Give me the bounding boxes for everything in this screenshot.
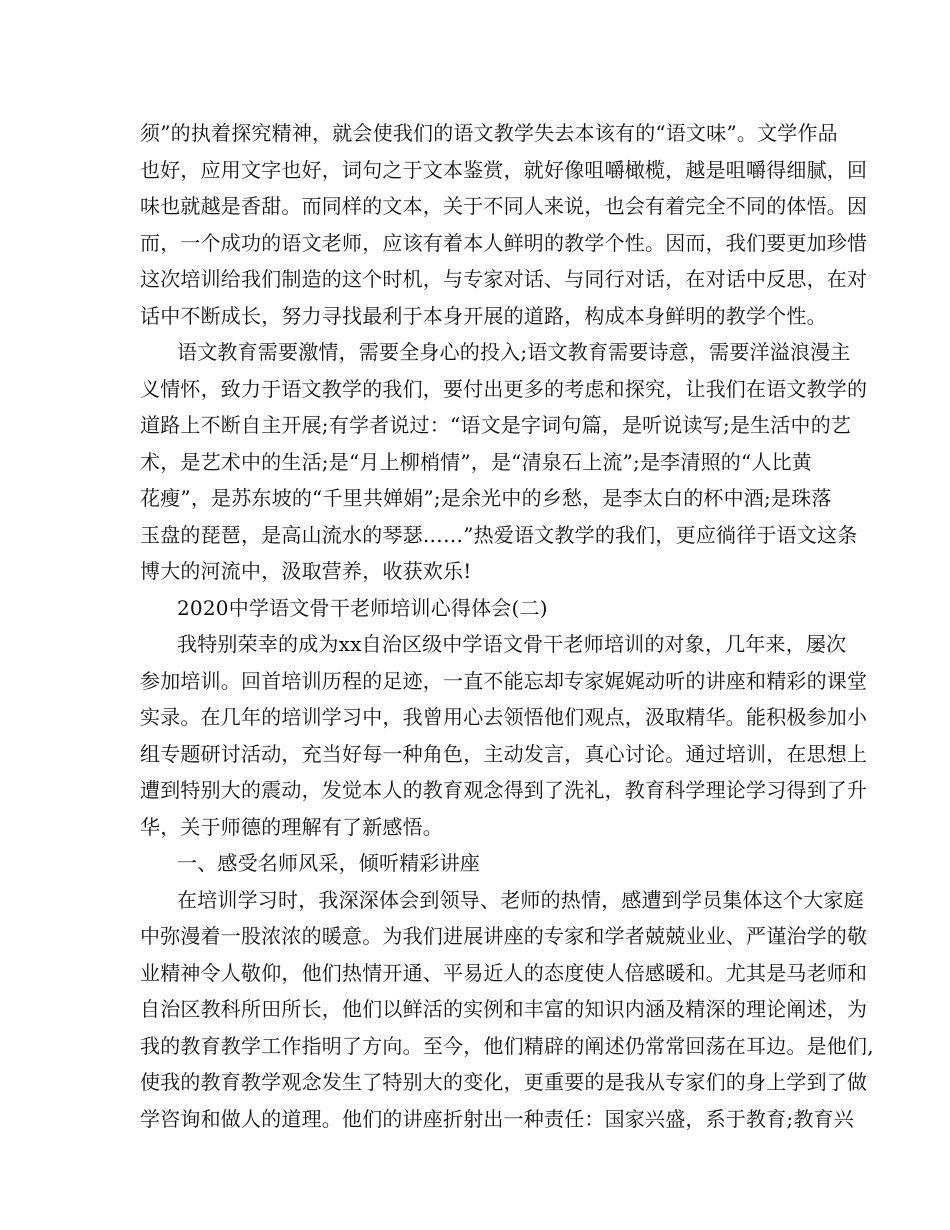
text-line: 义情怀，致力于语文教学的我们，要付出更多的考虑和探究，让我们在语文教学的 [140, 376, 868, 401]
text-line: 在培训学习时，我深深体会到领导、老师的热情，感遭到学员集体这个大家庭 [177, 887, 864, 912]
text-line: 我的教育教学工作指明了方向。至今，他们精辟的阐述仍常常回荡在耳边。是他们, [140, 1033, 874, 1058]
text-line: 一、感受名师风采，倾听精彩讲座 [177, 851, 480, 875]
text-line: 须”的执着探究精神，就会使我们的语文教学失去本该有的“语文味”。文学作品 [140, 121, 838, 145]
text-line: 话中不断成长，努力寻找最利于本身开展的道路，构成本身鲜明的教学个性。 [140, 303, 827, 328]
text-line: 语文教育需要激情，需要全身心的投入;语文教育需要诗意，需要洋溢浪漫主 [177, 340, 851, 364]
text-line: 玉盘的琵琶，是高山流水的琴瑟……”热爱语文教学的我们，更应徜徉于语文这条 [140, 522, 858, 547]
text-line: 我特别荣幸的成为xx自治区级中学语文骨干老师培训的对象，几年来，屡次 [177, 632, 847, 656]
text-line: 实录。在几年的培训学习中，我曾用心去领悟他们观点，汲取精华。能积极参加小 [140, 705, 868, 729]
text-line: 花瘦”，是苏东坡的“千里共婵娟”;是余光中的乡愁，是李太白的杯中酒;是珠落 [140, 486, 832, 510]
text-line: 自治区教科所田所长，他们以鲜活的实例和丰富的知识内涵及精深的理论阐述，为 [140, 997, 868, 1021]
text-line: 华，关于师德的理解有了新感悟。 [140, 814, 443, 839]
text-line: 而，一个成功的语文老师，应该有着本人鲜明的教学个性。因而，我们要更加珍惜 [140, 230, 868, 255]
text-line: 2020中学语文骨干老师培训心得体会(二) [177, 595, 548, 620]
text-line: 组专题研讨活动，充当好每一种角色，主动发言，真心讨论。通过培训，在思想上 [140, 741, 868, 766]
text-line: 这次培训给我们制造的这个时机，与专家对话、与同行对话，在对话中反思，在对 [140, 267, 868, 291]
text-line: 道路上不断自主开展;有学者说过：“语文是字词句篇，是听说读写;是生活中的艺 [140, 413, 852, 437]
text-line: 参加培训。回首培训历程的足迹，一直不能忘却专家娓娓动听的讲座和精彩的课堂 [140, 668, 868, 693]
text-line: 味也就越是香甜。而同样的文本，关于不同人来说，也会有着完全不同的体悟。因 [140, 194, 868, 218]
text-line: 使我的教育教学观念发生了特别大的变化，更重要的是我从专家们的身上学到了做 [140, 1070, 868, 1094]
text-line: 中弥漫着一股浓浓的暖意。为我们进展讲座的专家和学者兢兢业业、严谨治学的敬 [140, 924, 868, 948]
text-line: 术，是艺术中的生活;是“月上柳梢情”，是“清泉石上流”;是李清照的“人比黄 [140, 449, 812, 474]
text-line: 遭到特别大的震动，发觉本人的教育观念得到了洗礼，教育科学理论学习得到了升 [140, 778, 868, 802]
text-line: 博大的河流中，汲取营养，收获欢乐! [140, 559, 472, 583]
text-line: 业精神令人敬仰，他们热情开通、平易近人的态度使人倍感暖和。尤其是马老师和 [140, 960, 868, 985]
document-body [140, 115, 874, 1137]
text-line: 也好，应用文字也好，词句之于文本鉴赏，就好像咀嚼橄榄，越是咀嚼得细腻，回 [140, 157, 868, 182]
text-line: 学咨询和做人的道理。他们的讲座折射出一种责任：国家兴盛，系于教育;教育兴 [140, 1106, 854, 1131]
